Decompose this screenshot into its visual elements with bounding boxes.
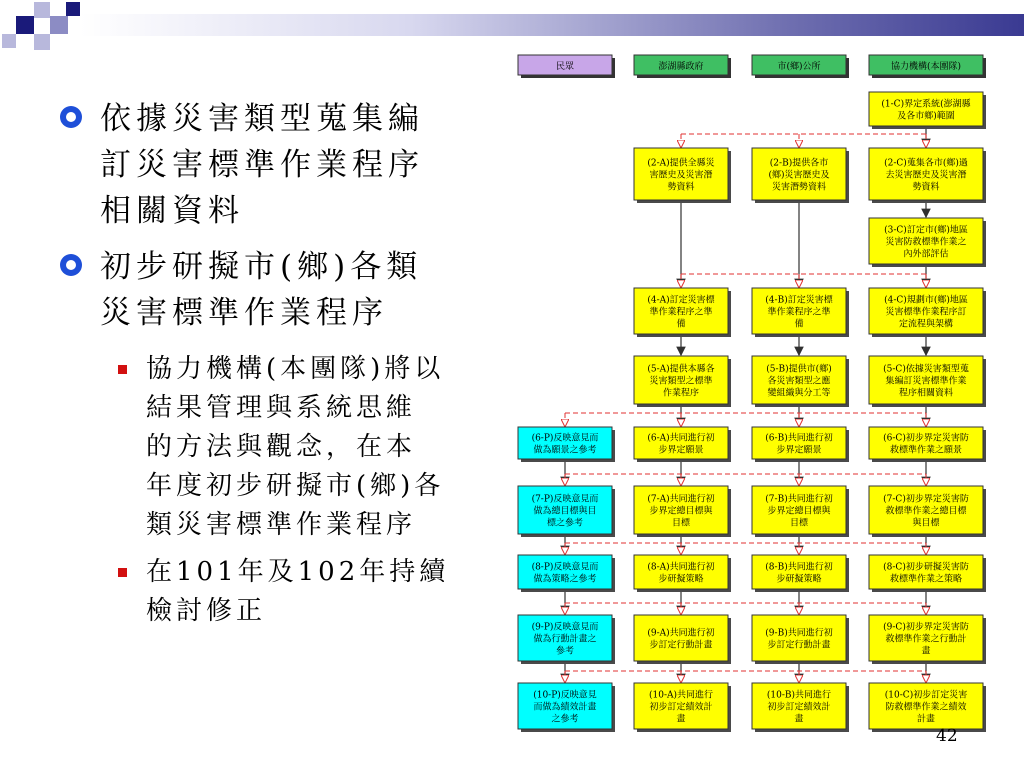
step-label: 與目標 xyxy=(912,518,940,529)
step-label: 防救標準作業之績效 xyxy=(885,702,967,713)
sub-bullet-line: 協力機構(本團隊)將以 xyxy=(146,354,445,384)
step-label: 集編訂災害標準作業 xyxy=(885,376,967,387)
step-label: (10-C)初步訂定災害 xyxy=(884,690,968,701)
header-label: 澎湖縣政府 xyxy=(658,62,704,72)
sub-bullet-line: 結果管理與系統思維 xyxy=(146,393,417,423)
step-label: (7-C)初步界定災害防 xyxy=(883,494,969,505)
sub-bullet-line: 在101年及102年持續 xyxy=(146,557,450,587)
sub-bullet-line: 年度初步研擬市(鄉)各 xyxy=(146,471,445,501)
step-label: (10-A)共同進行 xyxy=(648,690,714,701)
step-label: 畫 xyxy=(794,714,804,725)
step-label: 目標 xyxy=(789,518,809,529)
step-label: (9-C)初步界定災害防 xyxy=(883,622,969,633)
step-label: 備 xyxy=(676,319,686,330)
sub-bullet-line: 類災害標準作業程序 xyxy=(146,510,417,540)
header-label: 協力機構(本團隊) xyxy=(890,62,962,72)
step-label: 勢資料 xyxy=(912,182,940,193)
step-label: 救標準作業之行動計 xyxy=(885,634,967,645)
step-label: 災害潛勢資料 xyxy=(771,182,827,193)
step-label: (鄉)災害歷史及 xyxy=(768,170,830,181)
step-label: 步界定願景 xyxy=(776,445,822,456)
step-label: (5-A)提供本縣各 xyxy=(647,364,715,375)
step-label: 變組織與分工等 xyxy=(767,388,831,399)
step-label: (9-B)共同進行初 xyxy=(765,628,833,639)
step-label: (5-B)提供市(鄉) xyxy=(766,364,832,375)
bullet-line: 依據災害類型蒐集編 xyxy=(100,101,424,137)
step-label: 計畫 xyxy=(916,714,936,725)
step-label: 步訂定行動計畫 xyxy=(767,640,831,651)
step-label: (2-C)蒐集各市(鄉)過 xyxy=(884,158,968,169)
page-number: 42 xyxy=(936,726,958,746)
step-label: 去災害歷史及災害潛 xyxy=(885,170,967,181)
step-label: 畫 xyxy=(676,714,686,725)
step-label: (6-P)反映意見而 xyxy=(531,433,599,444)
step-label: (5-C)依據災害類型蒐 xyxy=(883,364,969,375)
step-label: (9-A)共同進行初 xyxy=(647,628,715,639)
bullet-line: 訂災害標準作業程序 xyxy=(100,147,424,183)
step-label: 而做為績效計畫 xyxy=(533,702,597,713)
step-label: (8-P)反映意見而 xyxy=(531,562,599,573)
step-label: 定流程與架構 xyxy=(898,319,954,330)
step-label: (8-A)共同進行初 xyxy=(647,562,715,573)
step-label: 初步訂定績效計 xyxy=(767,702,831,713)
step-label: (7-B)共同進行初 xyxy=(765,494,833,505)
step-label: 災害防救標準作業之 xyxy=(885,237,967,248)
sub-bullet-line: 檢討修正 xyxy=(146,596,267,626)
header-label: 市(鄉)公所 xyxy=(777,62,821,72)
step-label: 標之參考 xyxy=(546,518,584,529)
step-label: 做為策略之參考 xyxy=(533,574,597,585)
step-label: 災害標準作業程序訂 xyxy=(885,307,967,318)
step-label: (8-B)共同進行初 xyxy=(765,562,833,573)
step-label: 內外部評估 xyxy=(903,249,949,260)
step-label: 備 xyxy=(794,319,804,330)
step-label: (2-A)提供全縣災 xyxy=(647,158,715,169)
step-label: 做為行動計畫之 xyxy=(533,634,597,645)
bullet-line: 災害標準作業程序 xyxy=(100,295,388,331)
bullet-line: 相關資料 xyxy=(100,193,244,229)
step-label: (4-B)訂定災害標 xyxy=(765,295,833,306)
step-label: (7-P)反映意見而 xyxy=(531,494,599,505)
step-label: 步界定願景 xyxy=(658,445,704,456)
step-label: (6-A)共同進行初 xyxy=(647,433,715,444)
header-label: 民眾 xyxy=(555,62,575,72)
step-label: 初步訂定績效計 xyxy=(649,702,713,713)
step-label: 害歷史及災害潛 xyxy=(649,170,713,181)
step-label: 步研擬策略 xyxy=(658,574,704,585)
step-label: 救標準作業之策略 xyxy=(889,574,963,585)
step-label: (3-C)訂定市(鄉)地區 xyxy=(884,225,968,236)
step-label: 參考 xyxy=(555,646,575,657)
step-label: (6-C)初步界定災害防 xyxy=(883,433,969,444)
step-label: 做為總目標與目 xyxy=(533,506,597,517)
step-label: 程序相關資料 xyxy=(898,388,954,399)
step-label: (10-B)共同進行 xyxy=(766,690,832,701)
step-label: 之參考 xyxy=(551,714,579,725)
bullet-line: 初步研擬市(鄉)各類 xyxy=(100,249,423,285)
step-label: 步界定總目標與 xyxy=(649,506,713,517)
step-label: 做為願景之參考 xyxy=(533,445,597,456)
step-label: 準作業程序之準 xyxy=(767,307,831,318)
step-label: (6-B)共同進行初 xyxy=(765,433,833,444)
step-label: 畫 xyxy=(921,646,931,657)
step-label: (9-P)反映意見而 xyxy=(531,622,599,633)
step-label: 目標 xyxy=(671,518,691,529)
step-label: (4-C)規劃市(鄉)地區 xyxy=(884,295,968,306)
step-label: 勢資料 xyxy=(667,182,695,193)
step-label: (1-C)界定系統(澎湖縣 xyxy=(881,99,971,110)
step-label: (2-B)提供各市 xyxy=(769,158,829,169)
sub-bullet-line: 的方法與觀念，在本 xyxy=(146,432,417,462)
step-label: 作業程序 xyxy=(662,388,700,399)
step-label: (7-A)共同進行初 xyxy=(647,494,715,505)
step-label: (4-A)訂定災害標 xyxy=(647,295,715,306)
step-label: 準作業程序之準 xyxy=(649,307,713,318)
step-label: (10-P)反映意見 xyxy=(533,690,597,701)
step-label: 及各市鄉)範圍 xyxy=(897,111,955,122)
step-label: 步研擬策略 xyxy=(776,574,822,585)
step-label: 救標準作業之願景 xyxy=(889,445,963,456)
step-label: 步界定總目標與 xyxy=(767,506,831,517)
step-label: 步訂定行動計畫 xyxy=(649,640,713,651)
step-label: 災害類型之標準 xyxy=(649,376,713,387)
step-label: 各災害類型之應 xyxy=(767,376,831,387)
step-label: 救標準作業之總目標 xyxy=(885,506,967,517)
step-label: (8-C)初步研擬災害防 xyxy=(883,562,969,573)
